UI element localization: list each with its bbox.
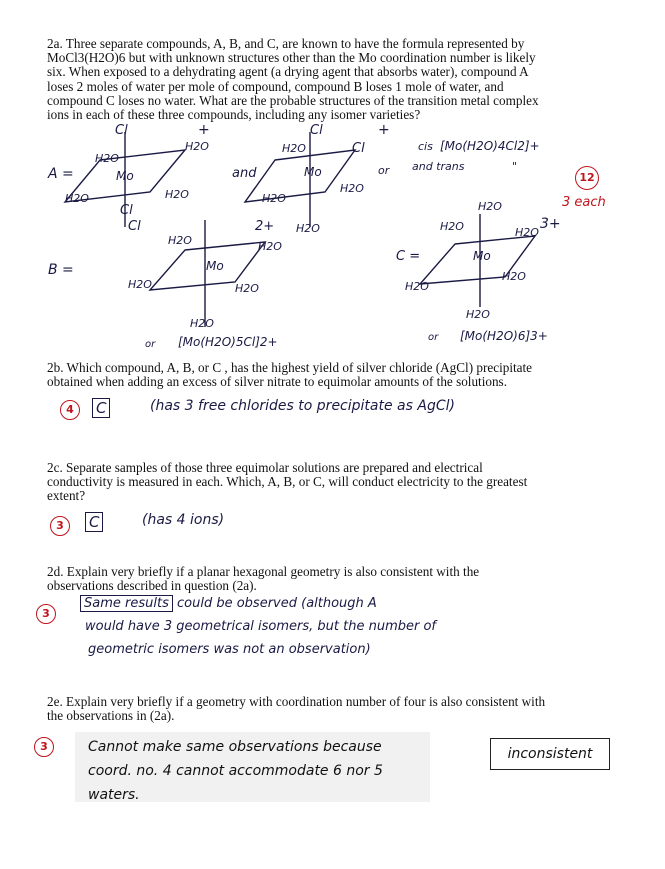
and-text: and	[232, 166, 257, 181]
ligand-A1-bl: H2O	[65, 192, 89, 205]
q2d-line-2: observations described in question (2a).	[47, 578, 257, 594]
ligand-A2-tr: Cl	[352, 141, 365, 156]
ligand-C-bottom: H2O	[466, 308, 490, 321]
answer-2d-line-1	[80, 596, 377, 611]
ligand-A2-bl: H2O	[262, 192, 286, 205]
ligand-A1-tl: H2O	[95, 152, 119, 165]
metal-A2: Mo	[304, 165, 322, 179]
q2a-line-4: loses 2 moles of water per mole of compound, compound B loses 1 mole of water, and	[47, 78, 504, 94]
metal-C: Mo	[473, 249, 491, 263]
q2c-line-1: 2c. Separate samples of those three equimolar solutions are prepared and electrical	[47, 460, 483, 475]
q2c-line-3: extent?	[47, 488, 86, 504]
formula-B: [Mo(H2O)5Cl]2+	[178, 335, 278, 349]
metal-B: Mo	[206, 259, 224, 273]
ligand-A1-top: Cl	[115, 123, 128, 138]
or-text-C: or	[428, 332, 439, 343]
question-2e	[47, 695, 612, 723]
answer-2d-line-3: geometric isomers was not an observation)	[88, 642, 371, 657]
metal-A1: Mo	[116, 169, 134, 183]
q2a-line-3: six. When exposed to a dehydrating agent (a drying agent that absorbs water), compound A	[47, 64, 529, 80]
answer-2d-line-2: would have 3 geometrical isomers, but the number of	[85, 619, 436, 634]
q2e-line-1: 2e. Explain very briefly if a geometry with coordination number of four is also consistent with	[47, 694, 546, 709]
cis-text: cis	[418, 140, 433, 153]
charge-A2: +	[378, 122, 390, 138]
q2b-line-2: obtained when adding an excess of silver nitrate to equimolar amounts of the solutions.	[47, 374, 507, 390]
ligand-A2-tl: H2O	[282, 142, 306, 155]
ligand-A1-tr: H2O	[185, 140, 209, 153]
ligand-B-bottom: H2O	[190, 317, 214, 330]
explain-2b: (has 3 free chlorides to precipitate as AgCl)	[150, 398, 455, 414]
ligand-B-tl: H2O	[168, 234, 192, 247]
explain-2c: (has 4 ions)	[142, 512, 225, 528]
formula-C: [Mo(H2O)6]3+	[460, 329, 548, 343]
question-2c	[47, 461, 612, 504]
score-2d: 3	[36, 604, 56, 624]
ligand-C-tl: H2O	[440, 220, 464, 233]
ligand-C-br: H2O	[502, 270, 526, 283]
score-2b: 4	[60, 400, 80, 420]
answer-2d-boxed: Same results	[80, 595, 173, 612]
ligand-C-bl: H2O	[405, 280, 429, 293]
score-2e: 3	[34, 737, 54, 757]
ligand-B-bl: H2O	[128, 278, 152, 291]
answer-2e-line-3: waters.	[88, 787, 140, 803]
q2a-line-6: ions in each of these three compounds, including any isomer varieties?	[47, 107, 421, 123]
q2a-line-2: MoCl3(H2O)6 but with unknown structures other than the Mo coordination number is likely	[47, 50, 536, 66]
score-2a: 12	[575, 166, 599, 190]
ligand-A1-bottom: Cl	[128, 219, 141, 234]
B-label: B =	[48, 262, 74, 278]
ligand-C-tr: H2O	[515, 226, 539, 239]
charge-C: 3+	[540, 216, 561, 232]
answer-2e-line-2: coord. no. 4 cannot accommodate 6 nor 5	[88, 763, 383, 779]
verdict-box: inconsistent	[490, 738, 610, 770]
structures-diagram	[0, 122, 665, 372]
q2d-line-1: 2d. Explain very briefly if a planar hexagonal geometry is also consistent with the	[47, 564, 480, 579]
or-text-A: or	[378, 164, 390, 177]
q2c-line-2: conductivity is measured in each. Which, A, B, or C, will conduct electricity to the greatest	[47, 474, 528, 490]
charge-B: 2+	[255, 219, 275, 234]
ligand-B-tr: H2O	[258, 240, 282, 253]
A-label: A =	[48, 166, 74, 182]
formula-A: [Mo(H2O)4Cl2]+	[440, 139, 540, 153]
or-text-B: or	[145, 339, 156, 350]
ligand-A2-bottom: H2O	[296, 222, 320, 235]
question-2a	[47, 37, 612, 122]
question-2b	[47, 361, 612, 389]
q2e-line-2: the observations in (2a).	[47, 708, 175, 724]
C-label: C =	[396, 249, 421, 264]
question-2d	[47, 565, 612, 593]
q2a-line-5: compound C loses no water. What are the probable structures of the transition metal complex	[47, 92, 539, 108]
q2a-line-1: 2a. Three separate compounds, A, B, and C, are known to have the formula represented by	[47, 36, 525, 51]
ligand-A2-br: H2O	[340, 182, 364, 195]
answer-2c: C	[85, 512, 103, 532]
score-2c: 3	[50, 516, 70, 536]
ligand-C-top: H2O	[478, 200, 502, 213]
answer-2b: C	[92, 398, 110, 418]
answer-2e-line-1: Cannot make same observations because	[88, 739, 382, 755]
ligand-A2-top: Cl	[310, 123, 323, 138]
ligand-B-top: Cl	[120, 203, 133, 218]
ditto-mark: "	[512, 160, 518, 173]
q2b-line-1: 2b. Which compound, A, B, or C , has the highest yield of silver chloride (AgCl) precipitate	[47, 360, 533, 375]
and-trans-text: and trans	[412, 160, 465, 173]
answer-2d-line-1-rest: could be observed (although A	[177, 596, 377, 611]
ligand-A1-br: H2O	[165, 188, 189, 201]
score-2a-note: 3 each	[562, 195, 606, 210]
ligand-B-br: H2O	[235, 282, 259, 295]
charge-A1: +	[198, 122, 210, 138]
